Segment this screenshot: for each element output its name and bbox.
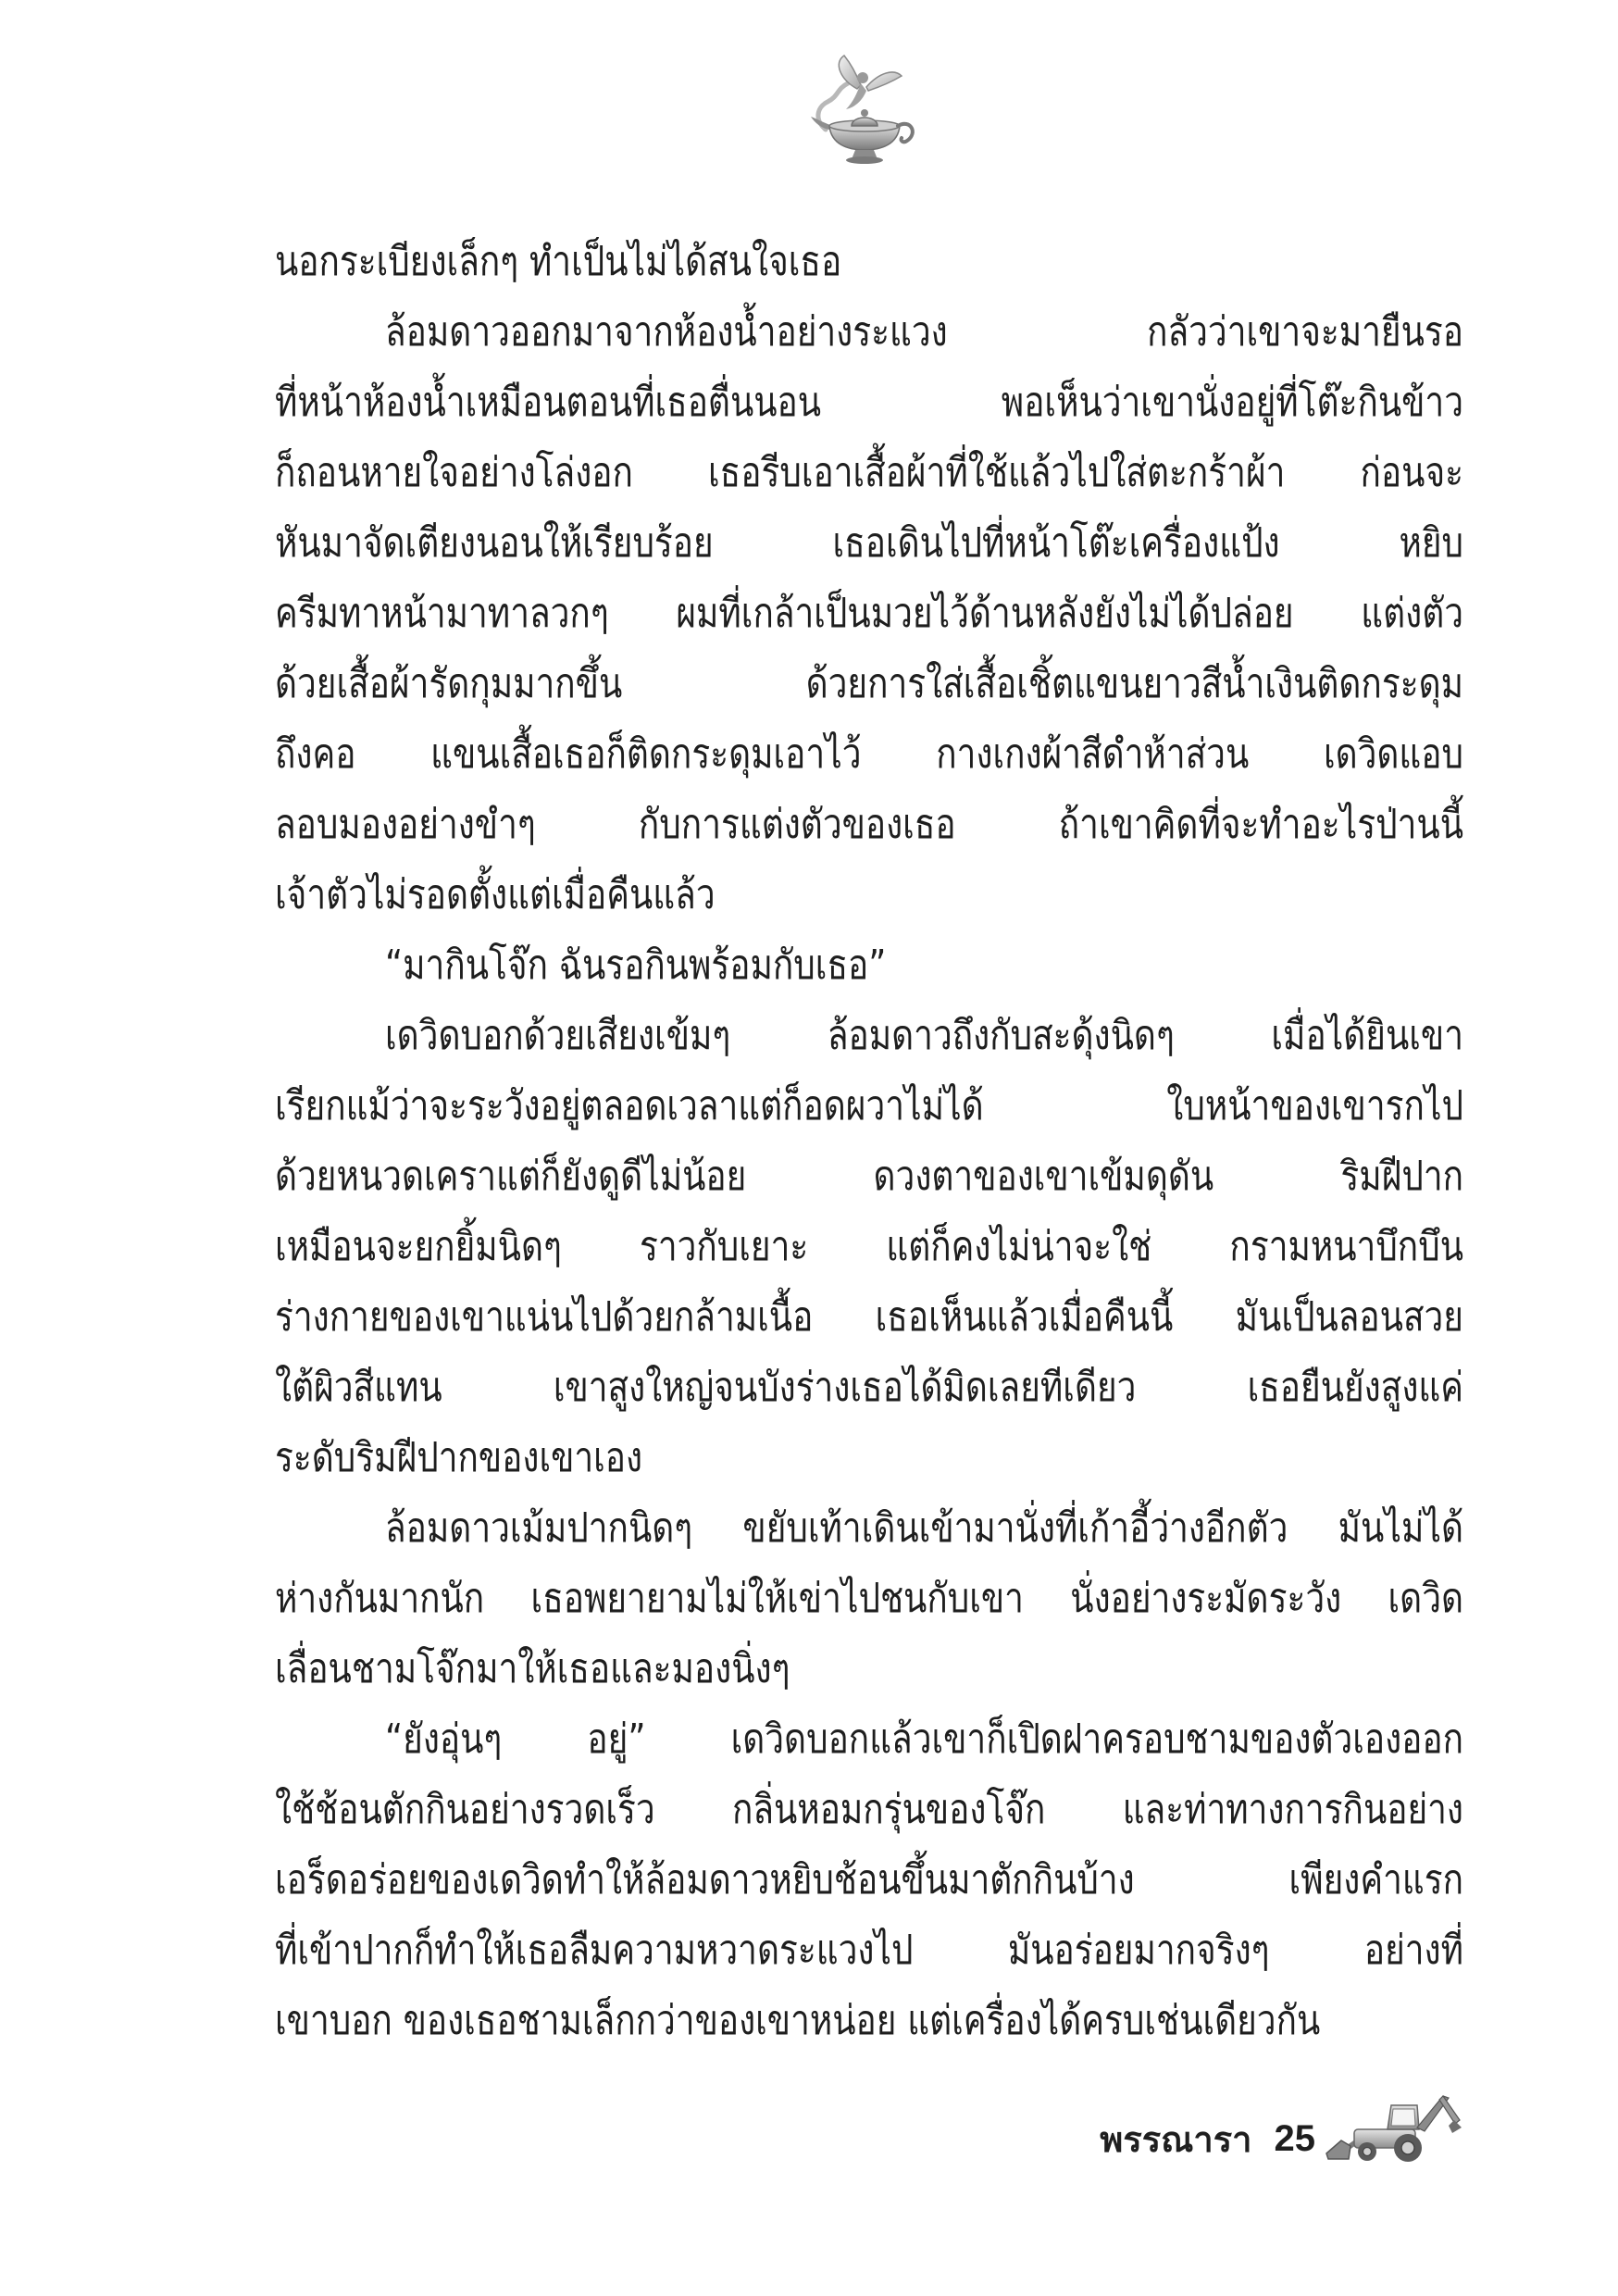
- text-line: ล้อมดาวออกมาจากห้องน้ำอย่างระแวง กลัวว่าเขาจะมายืนรอ: [385, 308, 1463, 356]
- text-line: ใช้ช้อนตักกินอย่างรวดเร็ว กลิ่นหอมกรุ่นของโจ๊ก และท่าทางการกินอย่าง: [275, 1786, 1463, 1833]
- text-line: “มากินโจ๊ก ฉันรอกินพร้อมกับเธอ”: [385, 942, 887, 989]
- backhoe-icon: [1325, 2087, 1463, 2163]
- text-line: ที่เข้าปากก็ทำให้เธอลืมความหวาดระแวงไป มันอร่อยมากจริงๆ อย่างที่: [275, 1927, 1463, 1974]
- text-line: เขาบอก ของเธอชามเล็กกว่าของเขาหน่อย แต่เครื่องได้ครบเช่นเดียวกัน: [275, 1997, 1321, 2044]
- text-line: ก็ถอนหายใจอย่างโล่งอก เธอรีบเอาเสื้อผ้าที่ใช้แล้วไปใส่ตะกร้าผ้า ก่อนจะ: [275, 449, 1463, 496]
- text-line: ลอบมองอย่างขำๆ กับการแต่งตัวของเธอ ถ้าเขาคิดที่จะทำอะไรป่านนี้: [275, 801, 1463, 848]
- genie-lamp-graphic: [809, 52, 920, 168]
- text-line: ระดับริมฝีปากของเขาเอง: [275, 1434, 643, 1481]
- paragraph: [275, 1493, 1463, 1704]
- paragraph: [275, 1001, 1463, 1493]
- text-line: ร่างกายของเขาแน่นไปด้วยกล้ามเนื้อ เธอเห็นแล้วเมื่อคืนนี้ มันเป็นลอนสวย: [275, 1293, 1463, 1341]
- text-line: เรียกแม้ว่าจะระวังอยู่ตลอดเวลาแต่ก็อดผวาไม่ได้ ใบหน้าของเขารกไป: [275, 1082, 1463, 1129]
- page-number: 25: [1274, 2118, 1315, 2159]
- page-footer: [1100, 2083, 1463, 2163]
- text-line: นอกระเบียงเล็กๆ ทำเป็นไม่ได้สนใจเธอ: [275, 238, 842, 285]
- running-title: พรรณารา: [1100, 2119, 1252, 2160]
- text-line: เลื่อนชามโจ๊กมาให้เธอและมองนิ่งๆ: [275, 1645, 790, 1692]
- paragraph: [275, 930, 1463, 1001]
- text-line: หันมาจัดเตียงนอนให้เรียบร้อย เธอเดินไปที่หน้าโต๊ะเครื่องแป้ง หยิบ: [275, 519, 1463, 567]
- text-line: “ยังอุ่นๆ อยู่” เดวิดบอกแล้วเขาก็เปิดฝาครอบชามของตัวเองออก: [385, 1716, 1463, 1763]
- text-line: เหมือนจะยกยิ้มนิดๆ ราวกับเยาะ แต่ก็คงไม่น่าจะใช่ กรามหนาบึกบึน: [275, 1223, 1463, 1270]
- text-line: ล้อมดาวเม้มปากนิดๆ ขยับเท้าเดินเข้ามานั่งที่เก้าอี้ว่างอีกตัว มันไม่ได้: [385, 1504, 1463, 1552]
- text-line: เดวิดบอกด้วยเสียงเข้มๆ ล้อมดาวถึงกับสะดุ้งนิดๆ เมื่อได้ยินเขา: [385, 1012, 1463, 1059]
- paragraph: [275, 1704, 1463, 2056]
- text-line: เจ้าตัวไม่รอดตั้งแต่เมื่อคืนแล้ว: [275, 871, 716, 918]
- text-line: ที่หน้าห้องน้ำเหมือนตอนที่เธอตื่นนอน พอเห็นว่าเขานั่งอยู่ที่โต๊ะกินข้าว: [275, 379, 1463, 426]
- text-line: ห่างกันมากนัก เธอพยายามไม่ให้เข่าไปชนกับเขา นั่งอย่างระมัดระวัง เดวิด: [275, 1575, 1463, 1622]
- text-line: เอร็ดอร่อยของเดวิดทำให้ล้อมดาวหยิบช้อนขึ้นมาตักกินบ้าง เพียงคำแรก: [275, 1856, 1463, 1903]
- paragraph: [275, 297, 1463, 930]
- text-line: ด้วยหนวดเคราแต่ก็ยังดูดีไม่น้อย ดวงตาของเขาเข้มดุดัน ริมฝีปาก: [275, 1153, 1463, 1200]
- text-line: ถึงคอ แขนเสื้อเธอก็ติดกระดุมเอาไว้ กางเกงผ้าสีดำห้าส่วน เดวิดแอบ: [275, 730, 1463, 778]
- text-line: ครีมทาหน้ามาทาลวกๆ ผมที่เกล้าเป็นมวยไว้ด้านหลังยังไม่ได้ปล่อย แต่งตัว: [275, 590, 1463, 637]
- paragraph: [275, 227, 1463, 297]
- genie-lamp-icon: [809, 52, 920, 168]
- body-text: [275, 227, 1463, 2056]
- text-line: ด้วยเสื้อผ้ารัดกุมมากขึ้น ด้วยการใส่เสื้อเชิ้ตแขนยาวสีน้ำเงินติดกระดุม: [275, 660, 1463, 707]
- text-line: ใต้ผิวสีแทน เขาสูงใหญ่จนบังร่างเธอได้มิดเลยทีเดียว เธอยืนยังสูงแค่: [275, 1364, 1463, 1411]
